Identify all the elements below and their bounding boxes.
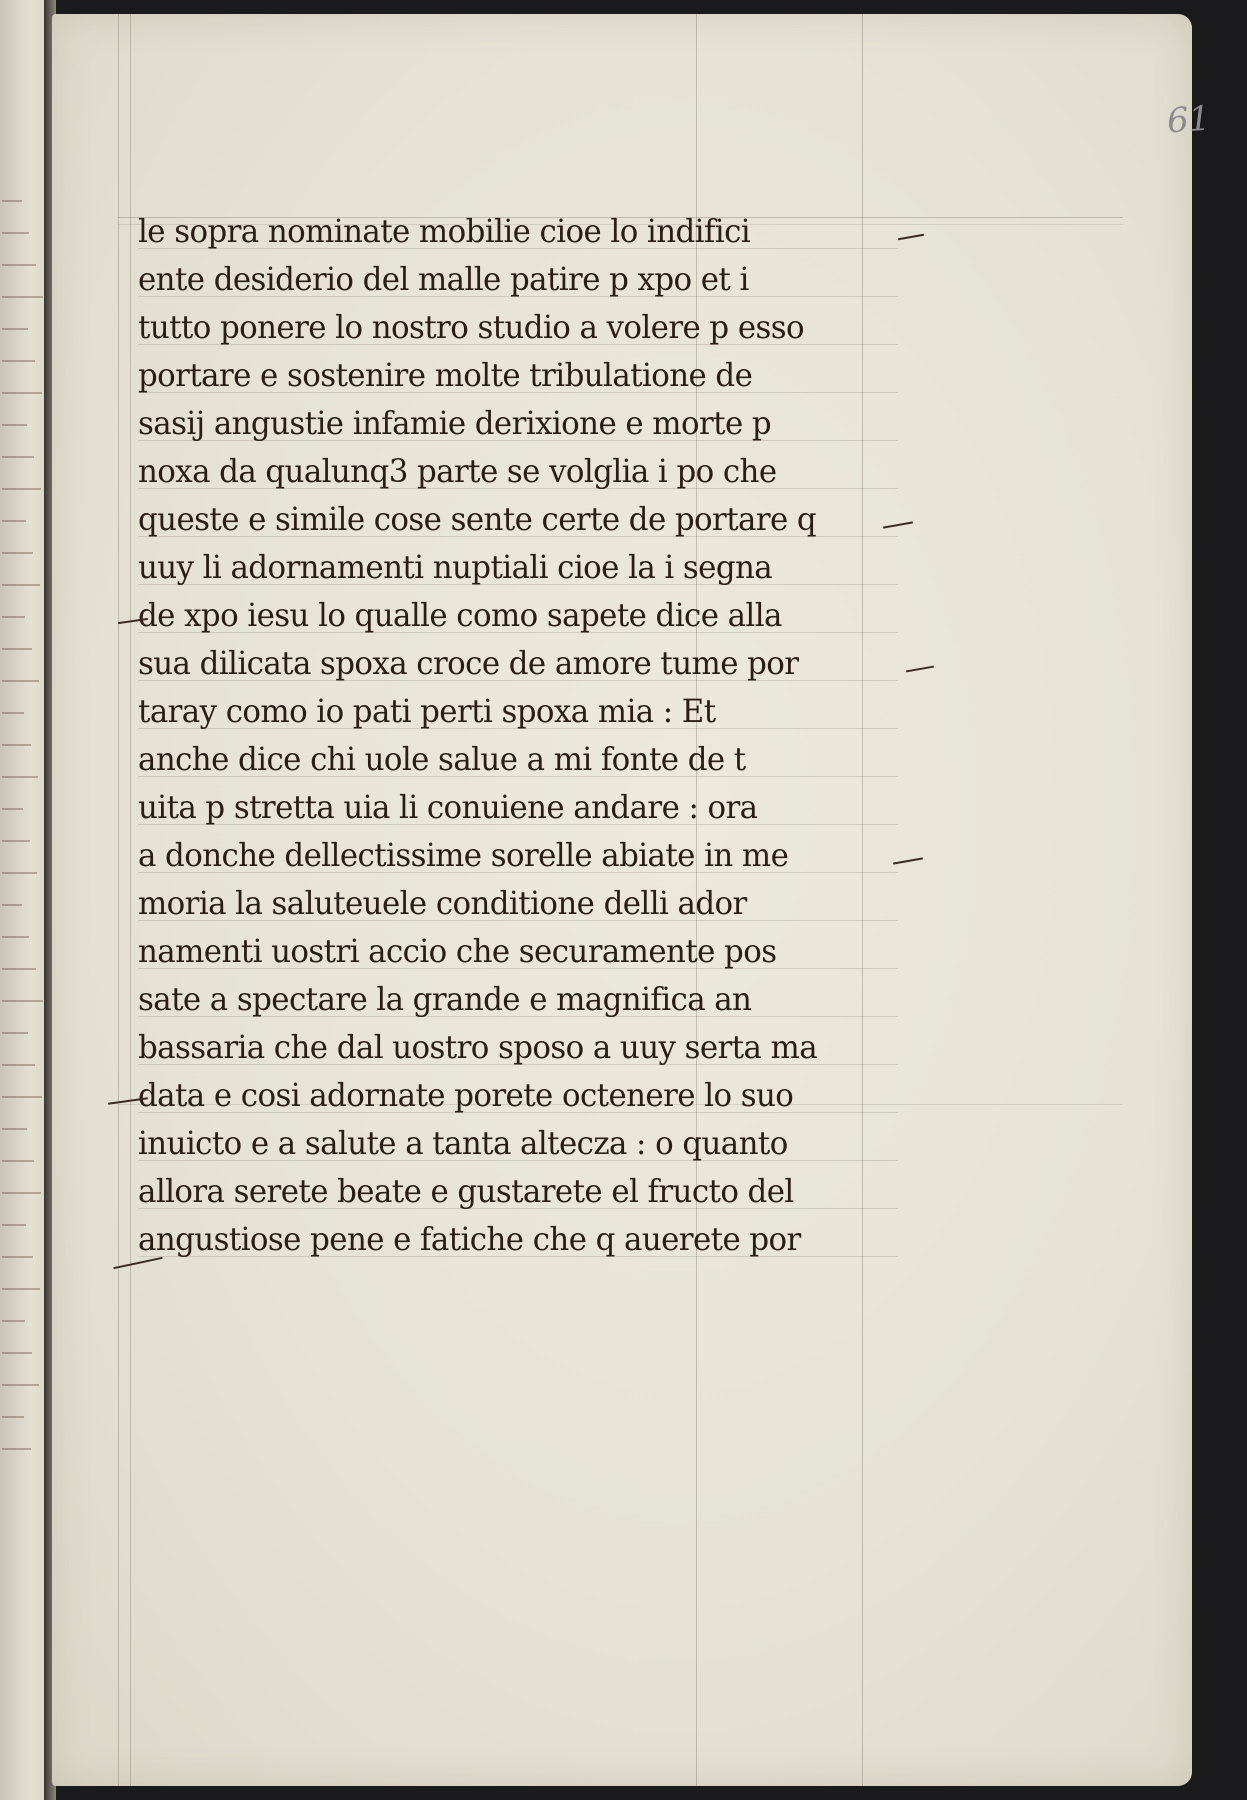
previous-page-text-trace bbox=[2, 1320, 25, 1322]
previous-page-text-trace bbox=[2, 232, 29, 234]
text-line: portare e sostenire molte tribulatione de bbox=[138, 358, 753, 394]
previous-page-text-trace bbox=[2, 328, 28, 330]
text-line: sate a spectare la grande e magnifica an bbox=[138, 982, 752, 1018]
previous-page-text-trace bbox=[2, 520, 26, 522]
margin-rule-left-inner bbox=[130, 14, 131, 1786]
previous-page-text-trace bbox=[2, 1032, 28, 1034]
margin-rule-right-outer bbox=[862, 14, 863, 1786]
previous-page-text-trace bbox=[2, 648, 32, 650]
previous-page-text-trace bbox=[2, 872, 37, 874]
margin-rule-left bbox=[118, 14, 119, 1786]
previous-page-text-trace bbox=[2, 1288, 40, 1290]
previous-page-text-trace bbox=[2, 296, 43, 298]
text-line: uita p stretta uia li conuiene andare : ora bbox=[138, 790, 758, 826]
text-line: sua dilicata spoxa croce de amore tume por bbox=[138, 646, 799, 682]
previous-page-text-trace bbox=[2, 1160, 34, 1162]
text-line: tutto ponere lo nostro studio a volere p esso bbox=[138, 310, 805, 346]
folio-number: 61 bbox=[1165, 98, 1212, 142]
previous-page-text-trace bbox=[2, 776, 38, 778]
text-line: moria la saluteuele conditione delli ador bbox=[138, 886, 747, 922]
text-line: inuicto e a salute a tanta altecza : o quanto bbox=[138, 1126, 788, 1162]
previous-page-text-trace bbox=[2, 200, 22, 202]
text-line: angustiose pene e fatiche che q auerete por bbox=[138, 1222, 801, 1258]
previous-page-text-trace bbox=[2, 1416, 24, 1418]
previous-page-text-trace bbox=[2, 680, 39, 682]
text-line: queste e simile cose sente certe de portare q bbox=[138, 502, 817, 538]
text-line: data e cosi adornate porete octenere lo suo bbox=[138, 1078, 794, 1114]
text-line: allora serete beate e gustarete el fructo del bbox=[138, 1174, 794, 1210]
text-line: uuy li adornamenti nuptiali cioe la i segna bbox=[138, 550, 773, 586]
previous-page-text-trace bbox=[2, 1448, 31, 1450]
text-line: namenti uostri accio che securamente pos bbox=[138, 934, 777, 970]
previous-page-text-trace bbox=[2, 936, 29, 938]
previous-page-text-trace bbox=[2, 456, 34, 458]
previous-page-text-trace bbox=[2, 712, 24, 714]
previous-page-text-trace bbox=[2, 1128, 27, 1130]
previous-page-text-trace bbox=[2, 1064, 35, 1066]
previous-page-text-trace bbox=[2, 904, 22, 906]
previous-page-text-trace bbox=[2, 1352, 32, 1354]
previous-page-text-trace bbox=[2, 1000, 43, 1002]
text-line: noxa da qualunq3 parte se volglia i po che bbox=[138, 454, 777, 490]
previous-page-text-trace bbox=[2, 584, 40, 586]
previous-page-text-trace bbox=[2, 1384, 39, 1386]
text-line: sasij angustie infamie derixione e morte p bbox=[138, 406, 772, 442]
text-line: anche dice chi uole salue a mi fonte de t bbox=[138, 742, 746, 778]
text-line: de xpo iesu lo qualle como sapete dice alla bbox=[138, 598, 782, 634]
text-line: a donche dellectissime sorelle abiate in me bbox=[138, 838, 789, 874]
text-line: le sopra nominate mobilie cioe lo indifici bbox=[138, 214, 751, 250]
text-line: taray como io pati perti spoxa mia : Et bbox=[138, 694, 716, 730]
previous-page-text-trace bbox=[2, 1224, 26, 1226]
previous-page-text-trace bbox=[2, 264, 36, 266]
text-line: ente desiderio del malle patire p xpo et i bbox=[138, 262, 749, 298]
text-line: bassaria che dal uostro sposo a uuy serta ma bbox=[138, 1030, 818, 1066]
previous-page-text-trace bbox=[2, 840, 30, 842]
previous-page-text-trace bbox=[2, 808, 23, 810]
previous-page-text-trace bbox=[2, 1256, 33, 1258]
previous-page-text-trace bbox=[2, 1096, 42, 1098]
previous-page-text-trace bbox=[2, 616, 25, 618]
previous-page-text-trace bbox=[2, 968, 36, 970]
previous-page-text-trace bbox=[2, 552, 33, 554]
previous-page-text-trace bbox=[2, 424, 27, 426]
previous-page-text-trace bbox=[2, 392, 42, 394]
previous-page-text-trace bbox=[2, 488, 41, 490]
previous-page-text-trace bbox=[2, 744, 31, 746]
previous-page-text-trace bbox=[2, 1192, 41, 1194]
previous-page-text-trace bbox=[2, 360, 35, 362]
